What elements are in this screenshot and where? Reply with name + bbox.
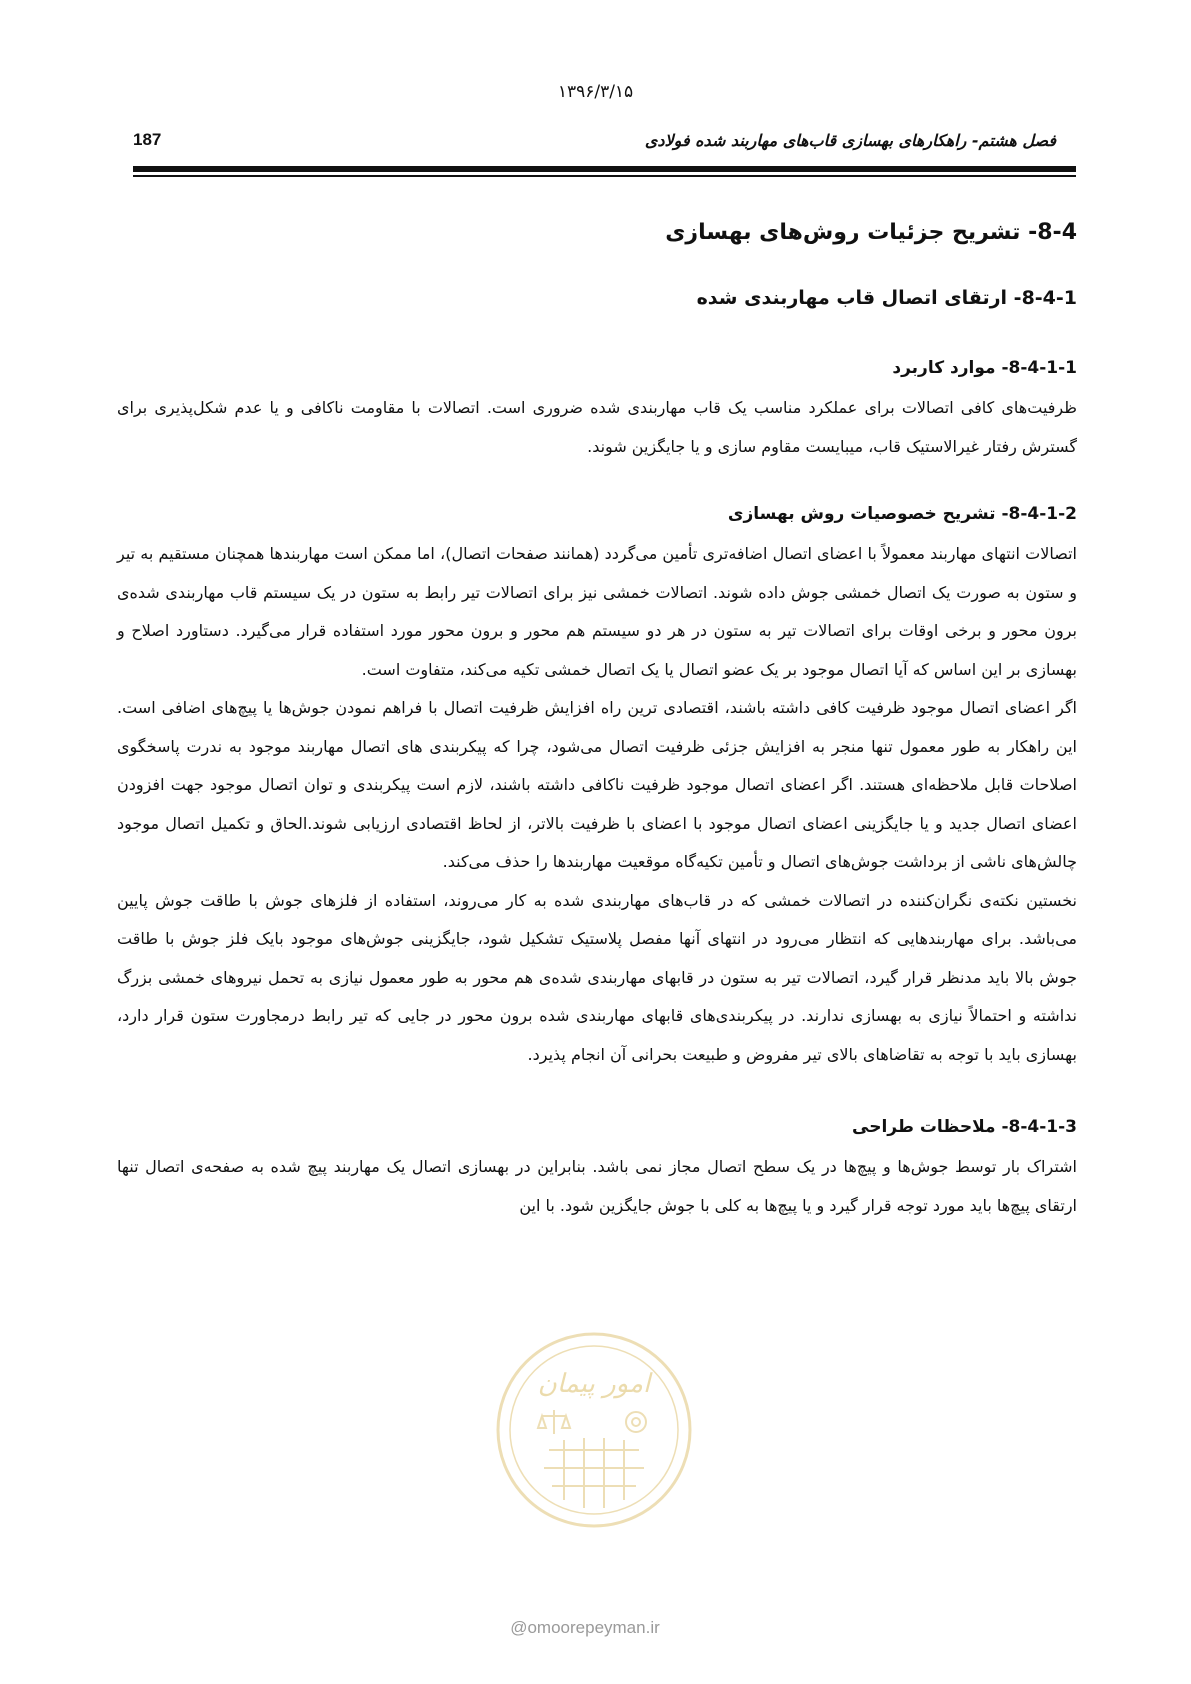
watermark-url: @omoorepeyman.ir [510, 1618, 660, 1637]
paragraph-applications: ظرفیت‌های کافی اتصالات برای عملکرد مناسب یک قاب مهاربندی شده ضروری است. اتصالات با مقاومت ناکافی و یا عدم شکل‌پذیری برای گسترش رفتار غیرالاستیک قاب، میبایست مقاوم سازی و یا جایگزین شوند. [117, 398, 1077, 456]
paragraph-method-1: اتصالات انتهای مهاربند معمولاً با اعضای اتصال اضافه‌تری تأمین می‌گردد (همانند صفحات اتصال)، اما ممکن است مهاربندها همچنان مستقیم به تیر و ستون به صورت یک اتصال خمشی جوش داده شوند. اتصالات خمشی نیز برای اتصالات تیر رابط به ستون در یک سیستم قاب مهاربندی شده‌ی برون محور و برخی اوقات برای اتصالات تیر به ستون در هر دو سیستم هم محور و برون محور مورد استفاده قرار می‌گیرد. دستاورد اصلاح و بهسازی بر این اساس که آیا اتصال موجود بر یک عضو اتصال یا یک اتصال خمشی تکیه می‌کند، متفاوت است. [117, 544, 1077, 679]
seal-gear-icon [626, 1412, 646, 1432]
watermark-seal [494, 1330, 694, 1530]
seal-inner-ring [510, 1346, 678, 1514]
section-heading-applications: 8-4-1-1- موارد کاربرد [892, 358, 1077, 378]
section-heading-method-description: 8-4-1-2- تشریح خصوصیات روش بهسازی [727, 504, 1077, 524]
page-content [117, 200, 1077, 1225]
paragraph-method-2: اگر اعضای اتصال موجود ظرفیت کافی داشته باشند، اقتصادی ترین راه افزایش ظرفیت اتصال با فراهم نمودن جوش‌ها یا پیچ‌های اضافی است. این راهکار به طور معمول تنها منجر به افزایش جزئی ظرفیت اتصال می‌شود، چرا که پیکربندی های اتصال مهاربند موجود به ندرت پاسخگوی اصلاحات قابل ملاحظه‌ای هستند. اگر اعضای اتصال موجود ظرفیت ناکافی داشته باشند، لازم است پیکربندی و توان اتصال موجود جهت افزودن اعضای اتصال جدید و یا جایگزینی اعضای اتصال موجود با اعضای با ظرفیت بالاتر، از لحاظ اقتصادی ارزیابی شوند.الحاق و تکمیل اتصال موجود چالش‌های ناشی از برداشت جوش‌های اتصال و تأمین تکیه‌گاه موقعیت مهاربندها را حذف می‌کند. [117, 698, 1077, 871]
chapter-title: فصل هشتم- راهکارهای بهسازی قاب‌های مهاربند شده فولادی [644, 131, 1056, 150]
paragraph-method-3: نخستین نکته‌ی نگران‌کننده در اتصالات خمشی که در قاب‌های مهاربندی شده به کار می‌روند، استفاده از فلزهای جوش با طاقت جوش پایین می‌باشد. برای مهاربندهایی که انتظار می‌رود در انتهای آنها مفصل پلاستیک تشکیل شود، جایگزینی جوش‌های موجود بایک فلز جوش با طاقت جوش بالا باید مدنظر قرار گیرد، اتصالات تیر به ستون در قابهای مهاربندی شده‌ی هم محور به طور معمول نیازی به تحمل نیروهای خمشی بزرگ نداشته و احتمالاً نیازی به بهسازی ندارند. در پیکربندی‌های قابهای مهاربندی شده برون محور در جایی که تیر رابط درمجاورت ستون قرار دارد، بهسازی باید با توجه به تقاضاهای بالای تیر مفروض و طبیعت بحرانی آن انجام پذیرد. [117, 890, 1077, 1064]
seal-grid [544, 1438, 644, 1508]
section-heading-main: 8-4- تشریح جزئیات روش‌های بهسازی [665, 220, 1077, 245]
header-rule-thick [133, 166, 1076, 172]
section-heading-sub: 8-4-1- ارتقای اتصال قاب مهاربندی شده [696, 287, 1077, 309]
header-rule-thin [133, 175, 1076, 177]
paragraph-design-considerations: اشتراک بار توسط جوش‌ها و پیچ‌ها در یک سطح اتصال مجاز نمی باشد. بنابراین در بهسازی اتصال یک مهاربند پیچ شده به صفحه‌ی اتصال تنها ارتقای پیچ‌ها باید مورد توجه قرار گیرد و یا پیچ‌ها به کلی با جوش جایگزین شود. با این [117, 1157, 1077, 1215]
seal-text: امور پیمان [537, 1369, 651, 1399]
seal-outer-ring [498, 1334, 690, 1526]
seal-scale-icon [538, 1410, 570, 1434]
page-number: 187 [133, 130, 162, 149]
section-heading-design-considerations: 8-4-1-3- ملاحظات طراحی [852, 1117, 1077, 1137]
date-line: ۱۳۹۶/۳/۱۵ [557, 82, 634, 102]
